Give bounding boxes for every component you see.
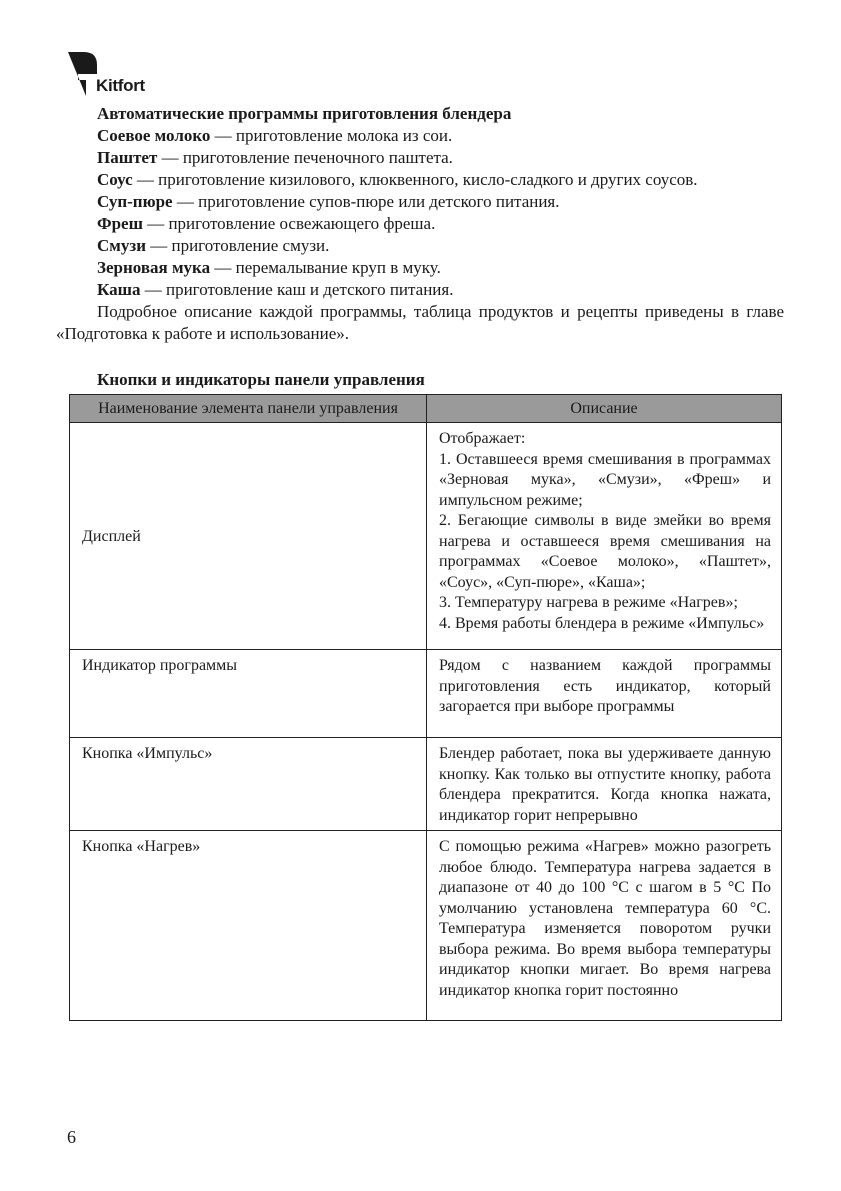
element-name: Дисплей <box>70 423 427 650</box>
element-description: Блендер работает, пока вы удерживаете данную кнопку. Как только вы отпустите кнопку, работа блендера прекратится. Когда кнопка нажата, индикатор горит непрерывно <box>427 738 782 831</box>
controls-table <box>69 394 782 1021</box>
element-description: Отображает: 1. Оставшееся время смешивания в программах «Зерновая мука», «Смузи», «Фреш» и импульсном режиме; 2. Бегающие символы в виде змейки во время нагрева и оставшееся время смешивания на программах «Соевое молоко», «Паштет», «Соус», «Суп-пюре», «Каша»; 3. Температуру нагрева в режиме «Нагрев»; 4. Время работы блендера в режиме «Импульс» <box>427 423 782 650</box>
table-header-row <box>70 395 782 423</box>
program-name: Соевое молоко <box>97 126 211 145</box>
element-name: Индикатор программы <box>70 650 427 738</box>
programs-intro <box>56 103 784 345</box>
column-header-description: Описание <box>427 395 782 423</box>
program-name: Соус <box>97 170 133 189</box>
program-name: Паштет <box>97 148 158 167</box>
program-item: Смузи — приготовление смузи. <box>97 236 330 255</box>
kitfort-logo <box>68 50 198 100</box>
table-row <box>70 738 782 831</box>
program-item: Каша — приготовление каш и детского питания. <box>97 280 454 299</box>
program-name: Фреш <box>97 214 143 233</box>
element-name: Кнопка «Импульс» <box>70 738 427 831</box>
program-name: Зерновая мука <box>97 258 211 277</box>
programs-title: Автоматические программы приготовления блендера <box>97 104 512 123</box>
program-name: Смузи <box>97 236 146 255</box>
program-item: Суп-пюре — приготовление супов-пюре или детского питания. <box>97 192 560 211</box>
program-item: Зерновая мука — перемалывание круп в муку. <box>97 258 441 277</box>
column-header-name: Наименование элемента панели управления <box>70 395 427 423</box>
program-item: Соевое молоко — приготовление молока из сои. <box>97 126 453 145</box>
brand-name: Kitfort <box>96 76 145 95</box>
program-item: Соус — приготовление кизилового, клюквенного, кисло-сладкого и других соусов. <box>97 170 698 189</box>
table-row <box>70 650 782 738</box>
element-description: С помощью режима «Нагрев» можно разогреть любое блюдо. Температура нагрева задается в диапазоне от 40 до 100 °С с шагом в 5 °С По умолчанию установлена температура 60 °С. Температура изменяется поворотом ручки выбора режима. Во время выбора температуры индикатор кнопки мигает. Во время нагрева индикатор кнопка горит постоянно <box>427 831 782 1021</box>
table-row <box>70 423 782 650</box>
program-name: Каша <box>97 280 141 299</box>
program-item: Фреш — приготовление освежающего фреша. <box>97 214 436 233</box>
programs-note: Подробное описание каждой программы, таблица продуктов и рецепты приведены в главе «Подготовка к работе и использование». <box>56 302 784 343</box>
kitfort-logo-mark-icon <box>68 50 98 100</box>
element-name: Кнопка «Нагрев» <box>70 831 427 1021</box>
page-number: 6 <box>67 1127 76 1147</box>
program-name: Суп-пюре <box>97 192 173 211</box>
controls-title: Кнопки и индикаторы панели управления <box>97 370 425 389</box>
program-item: Паштет — приготовление печеночного паштета. <box>97 148 453 167</box>
table-row <box>70 831 782 1021</box>
element-description: Рядом с названием каждой программы приготовления есть индикатор, который загорается при выборе программы <box>427 650 782 738</box>
